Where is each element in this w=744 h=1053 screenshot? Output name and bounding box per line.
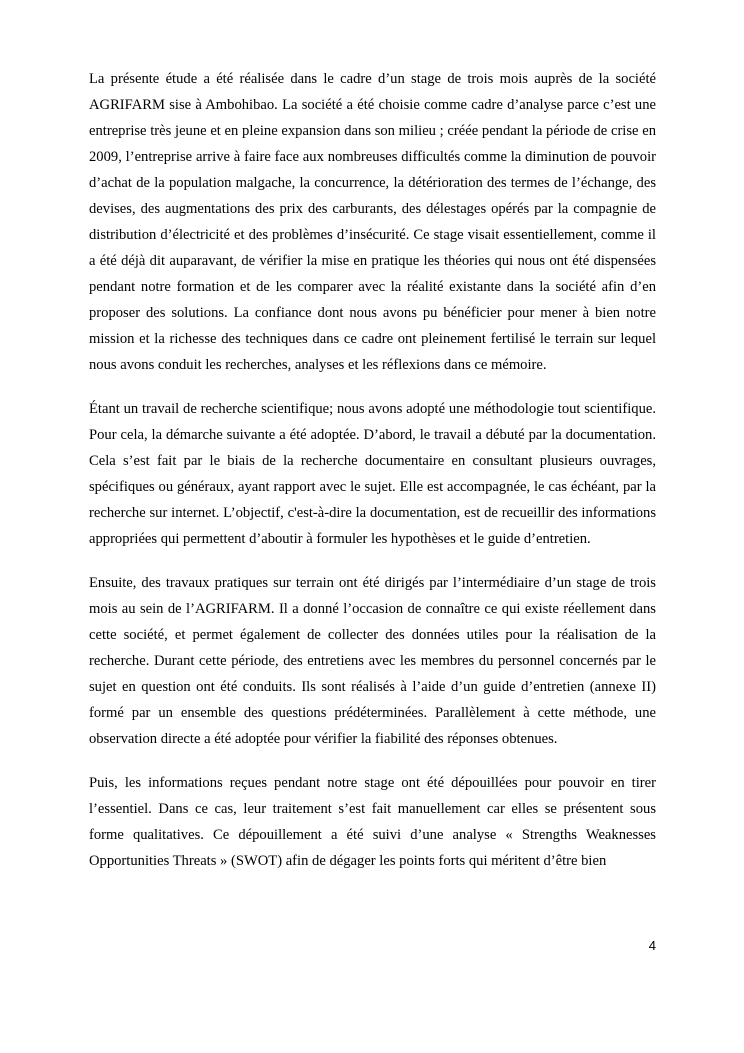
paragraph-study-context: La présente étude a été réalisée dans le cadre d’un stage de trois mois auprès de la société AGRIFARM sise à Ambohibao. La société a été choisie comme cadre d’analyse parce c’est une entreprise très jeune et en pleine expansion dans son milieu ; créée pendant la période de crise en 2009, l’entreprise arrive à faire face aux nombreuses difficultés comme la diminution de pouvoir d’achat de la population malgache, la concurrence, la détérioration des termes de l’échange, des devises, des augmentations des prix des carburants, des délestages opérés par la compagnie de distribution d’électricité et des problèmes d’insécurité. Ce stage visait essentiellement, comme il a été déjà dit auparavant, de vérifier la mise en pratique les théories qui nous ont été dispensées pendant notre formation et de les comparer avec la réalité existante dans la société afin d’en proposer des solutions. La confiance dont nous avons pu bénéficier pour mener à bien notre mission et la richesse des techniques dans ce cadre ont pleinement fertilisé le terrain sur lequel nous avons conduit les recherches, analyses et les réflexions dans ce mémoire. [89, 71, 656, 373]
paragraph-analysis: Puis, les informations reçues pendant notre stage ont été dépouillées pour pouvoir en tirer l’essentiel. Dans ce cas, leur traitement s’est fait manuellement car elles se présentent sous forme qualitatives. Ce dépouillement a été suivi d’une analyse « Strengths Weaknesses Opportunities Threats » (SWOT) afin de dégager les points forts qui méritent d’être bien [89, 775, 656, 869]
paragraph-fieldwork: Ensuite, des travaux pratiques sur terrain ont été dirigés par l’intermédiaire d’un stage de trois mois au sein de l’AGRIFARM. Il a donné l’occasion de connaître ce qui existe réellement dans cette société, et permet également de collecter des données utiles pour la réalisation de la recherche. Durant cette période, des entretiens avec les membres du personnel concernés par le sujet en question ont été conduits. Ils sont réalisés à l’aide d’un guide d’entretien (annexe II) formé par un ensemble des questions prédéterminées. Parallèlement à cette méthode, une observation directe a été adoptée pour vérifier la fiabilité des réponses obtenues. [89, 575, 656, 747]
page-number: 4 [648, 938, 656, 953]
paragraph-methodology: Étant un travail de recherche scientifique; nous avons adopté une méthodologie tout scientifique. Pour cela, la démarche suivante a été adoptée. D’abord, le travail a débuté par la documentation. Cela s’est fait par le biais de la recherche documentaire en consultant plusieurs ouvrages, spécifiques ou généraux, ayant rapport avec le sujet. Elle est accompagnée, le cas échéant, par la recherche sur internet. L’objectif, c'est-à-dire la documentation, est de recueillir des informations appropriées qui permettent d’aboutir à formuler les hypothèses et le guide d’entretien. [89, 401, 656, 547]
body-text [89, 66, 656, 892]
